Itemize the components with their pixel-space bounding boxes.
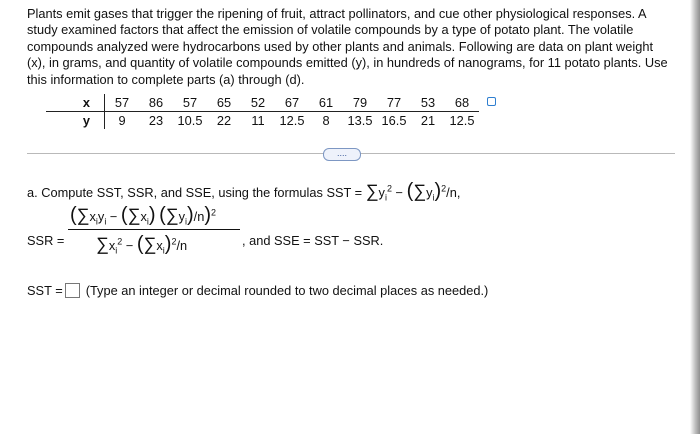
- table-row-y: [46, 112, 479, 130]
- ssr-label: SSR =: [27, 233, 65, 248]
- y-value: 22: [216, 113, 232, 128]
- x-value: 77: [377, 94, 411, 112]
- y-label: y: [46, 112, 105, 130]
- part-a-text: a. Compute SST, SSR, and SSE, using the formulas SST =: [27, 185, 363, 200]
- x-value: 61: [309, 94, 343, 112]
- x-label: x: [46, 94, 105, 112]
- problem-statement: Plants emit gases that trigger the ripening of fruit, attract pollinators, and cue other physiological responses. A study examined factors that affect the emission of volatile compounds by a type of potato plant. The volatile compounds analyzed were hydrocarbons used by other plants and animals. Following are data on plant weight (x), in grams, and quantity of volatile compounds emitted (y), in hundreds of nanograms, for 11 potato plants. Use this information to complete parts (a) through (d).: [27, 6, 668, 87]
- sst-label: SST =: [27, 283, 63, 298]
- y-value: 12.5: [449, 113, 475, 128]
- y-value: 16.5: [381, 113, 407, 128]
- x-value: 79: [343, 94, 377, 112]
- x-value: 57: [173, 94, 207, 112]
- part-a-prompt: [27, 180, 460, 203]
- scrollbar-edge: [690, 0, 700, 434]
- sst-answer-row: [27, 283, 488, 298]
- x-value: 67: [275, 94, 309, 112]
- x-value: 68: [445, 94, 479, 112]
- x-value: 52: [241, 94, 275, 112]
- answer-hint: (Type an integer or decimal rounded to two decimal places as needed.): [85, 283, 489, 298]
- x-value: 57: [105, 94, 140, 112]
- y-value: 21: [420, 113, 436, 128]
- expand-button[interactable]: ....: [323, 148, 361, 161]
- y-value: 9: [118, 113, 126, 128]
- y-value: 10.5: [177, 113, 203, 128]
- copy-table-icon[interactable]: [487, 97, 496, 106]
- sse-formula-text: , and SSE = SST − SSR.: [242, 233, 384, 248]
- data-table: [46, 94, 479, 129]
- y-value: 23: [148, 113, 164, 128]
- ssr-formula: [68, 204, 240, 256]
- x-value: 86: [139, 94, 173, 112]
- fraction-bar: [68, 229, 240, 230]
- y-value: 12.5: [279, 113, 305, 128]
- table-row-x: [46, 94, 479, 112]
- ssr-numerator: ($\sum x_iy_i - (\sum x_i)$ $(\sum y_i)/n)^2$: [70, 204, 217, 227]
- ssr-denominator: $\sum x_i^2 - (\sum x_i)^2/n$: [96, 233, 188, 256]
- sst-formula: $\sum y_i^2 - (\sum y_i)^2/n$,: [365, 180, 461, 203]
- x-value: 65: [207, 94, 241, 112]
- x-value: 53: [411, 94, 445, 112]
- y-value: 13.5: [347, 113, 373, 128]
- sst-input[interactable]: [65, 283, 80, 298]
- y-value: 11: [251, 113, 265, 128]
- y-value: 8: [322, 113, 330, 128]
